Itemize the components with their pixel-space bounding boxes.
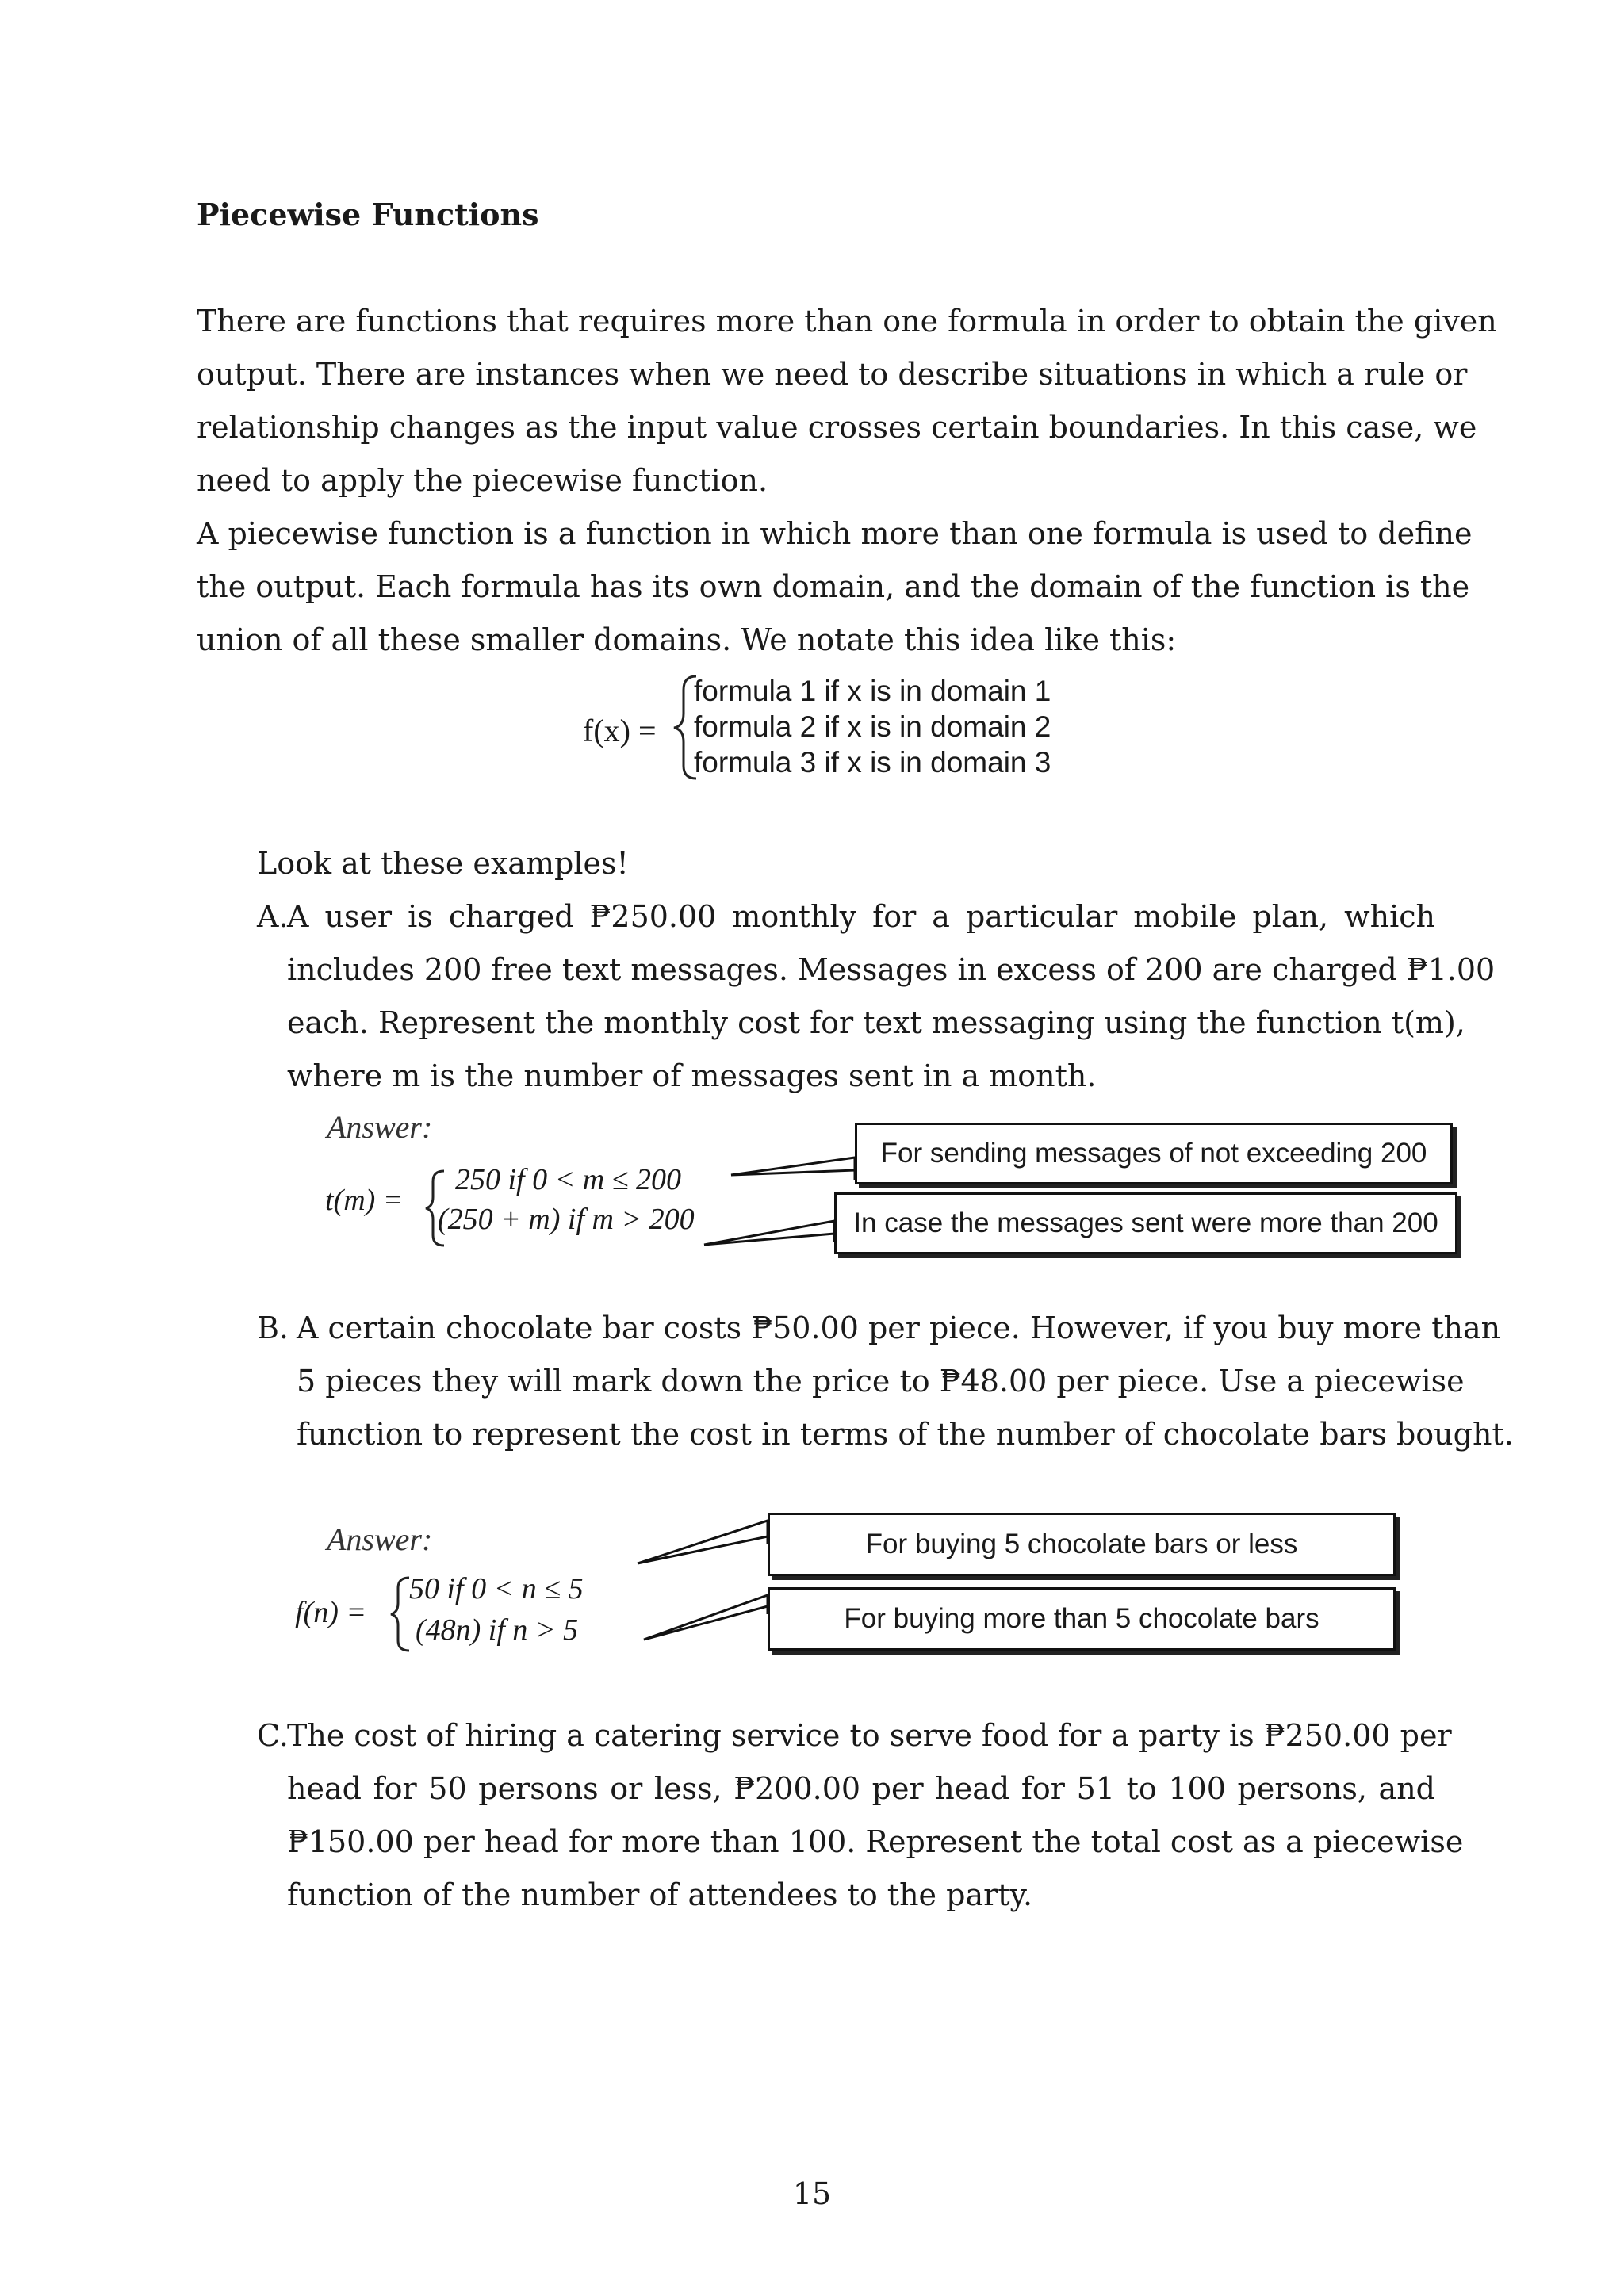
- page-heading: Piecewise Functions: [197, 197, 539, 232]
- example-marker: A.: [257, 899, 289, 934]
- general-formula-lhs: f(x) =: [583, 713, 657, 748]
- answer-label: Answer:: [327, 1521, 433, 1557]
- callout-text: In case the messages sent were more than 200: [853, 1207, 1438, 1238]
- example-marker: C.: [257, 1718, 289, 1753]
- general-formula-cases: [694, 673, 1051, 780]
- function-case-2: (250 + m) if m > 200: [438, 1203, 695, 1236]
- example-c: [257, 1709, 1464, 1922]
- text-line: There are functions that requires more than one formula in order to obtain the given: [197, 304, 1497, 339]
- text-line: ₱150.00 per head for more than 100. Represent the total cost as a piecewise: [287, 1824, 1464, 1859]
- text-line: the output. Each formula has its own domain, and the domain of the function is the: [197, 569, 1470, 604]
- callout-text: For buying 5 chocolate bars or less: [865, 1529, 1298, 1559]
- example-marker: B.: [257, 1311, 289, 1345]
- function-lhs: t(m) =: [325, 1184, 404, 1217]
- callout-box: [855, 1123, 1453, 1184]
- text-line: output. There are instances when we need to describe situations in which a rule or: [197, 357, 1468, 392]
- text-line: 5 pieces they will mark down the price to ₱48.00 per piece. Use a piecewise: [297, 1364, 1465, 1399]
- callout-pointer: [731, 1158, 855, 1180]
- callout-text: For sending messages of not exceeding 200: [880, 1138, 1427, 1169]
- formula-case: formula 2 if x is in domain 2: [694, 710, 1051, 743]
- text-line: includes 200 free text messages. Messages in excess of 200 are charged ₱1.00: [287, 952, 1496, 987]
- function-lhs: f(n) =: [295, 1596, 367, 1629]
- callout-box: [768, 1587, 1396, 1651]
- formula-case: formula 1 if x is in domain 1: [694, 675, 1051, 707]
- answer-label: Answer:: [327, 1109, 433, 1145]
- callout-box: [834, 1192, 1457, 1254]
- text-line: where m is the number of messages sent in a month.: [287, 1058, 1097, 1093]
- function-case-2: (48n) if n > 5: [416, 1613, 579, 1647]
- text-line: A piecewise function is a function in which more than one formula is used to define: [197, 516, 1473, 551]
- callout-pointer: [704, 1221, 834, 1245]
- text-line: function to represent the cost in terms of the number of chocolate bars bought.: [297, 1417, 1514, 1452]
- example-b: [257, 1302, 1514, 1461]
- page-number: 15: [792, 2176, 832, 2211]
- text-line: need to apply the piecewise function.: [197, 463, 768, 498]
- text-line: The cost of hiring a catering service to serve food for a party is ₱250.00 per: [287, 1718, 1452, 1753]
- formula-case: formula 3 if x is in domain 3: [694, 746, 1051, 779]
- function-case-1: 50 if 0 < n ≤ 5: [409, 1572, 584, 1605]
- text-line: each. Represent the monthly cost for text messaging using the function t(m),: [287, 1005, 1465, 1040]
- example-a: [257, 890, 1496, 1103]
- text-line: A user is charged ₱250.00 monthly for a particular mobile plan, which: [287, 899, 1435, 934]
- callout-box: [768, 1513, 1396, 1576]
- callout-text: For buying more than 5 chocolate bars: [844, 1603, 1320, 1634]
- text-line: relationship changes as the input value crosses certain boundaries. In this case, we: [197, 410, 1477, 445]
- text-line: function of the number of attendees to the party.: [287, 1877, 1033, 1912]
- text-line: head for 50 persons or less, ₱200.00 per head for 51 to 100 persons, and: [287, 1771, 1435, 1806]
- examples-intro: Look at these examples!: [257, 846, 629, 881]
- function-case-1: 250 if 0 < m ≤ 200: [455, 1163, 682, 1196]
- text-line: union of all these smaller domains. We notate this idea like this:: [197, 622, 1177, 657]
- callout-pointer: [638, 1521, 768, 1563]
- text-line: A certain chocolate bar costs ₱50.00 per piece. However, if you buy more than: [297, 1311, 1501, 1345]
- callout-pointer: [644, 1595, 768, 1640]
